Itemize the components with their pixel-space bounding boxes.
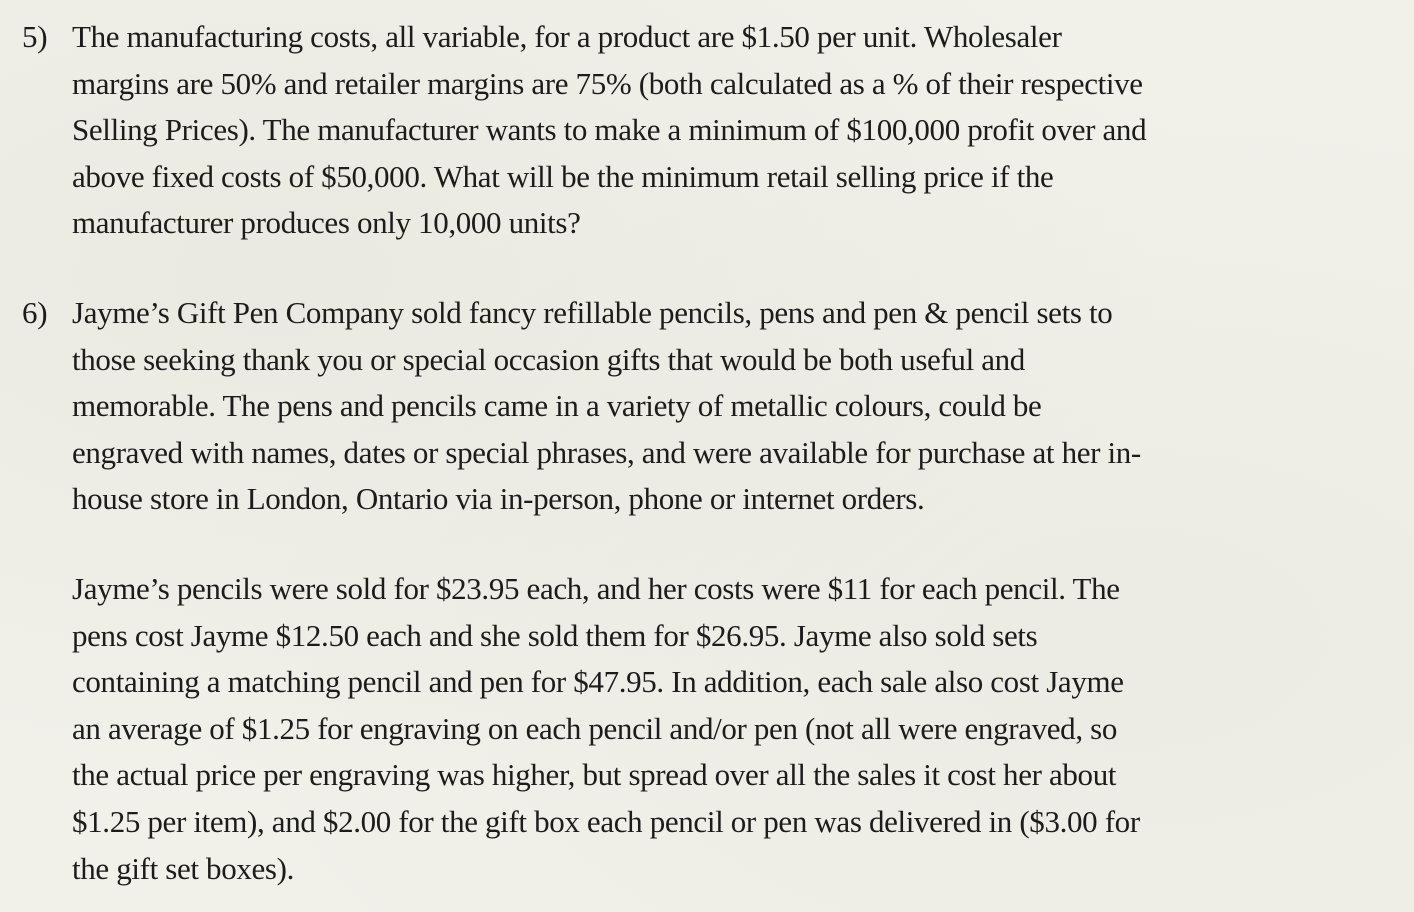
text-line: Selling Prices). The manufacturer wants to make a minimum of $100,000 profit over and <box>72 112 1147 148</box>
question-6 <box>22 290 1322 523</box>
text-line: an average of $1.25 for engraving on each pencil and/or pen (not all were engraved, so <box>72 710 1117 746</box>
question-paragraph-2 <box>72 566 1322 892</box>
text-line: the gift set boxes). <box>72 850 295 886</box>
text-line: margins are 50% and retailer margins are 75% (both calculated as a % of their respective <box>72 65 1143 101</box>
text-line: Jayme’s Gift Pen Company sold fancy refillable pencils, pens and pen & pencil sets to <box>72 295 1113 330</box>
text-line: pens cost Jayme $12.50 each and she sold them for $26.95. Jayme also sold sets <box>72 617 1038 653</box>
text-line: engraved with names, dates or special phrases, and were available for purchase at her in- <box>72 434 1141 470</box>
text-line: $1.25 per item), and $2.00 for the gift box each pencil or pen was delivered in ($3.00 for <box>72 803 1140 839</box>
text-line: The manufacturing costs, all variable, for a product are $1.50 per unit. Wholesaler <box>72 19 1062 54</box>
question-6-continued <box>22 566 1322 892</box>
text-line: above fixed costs of $50,000. What will be the minimum retail selling price if the <box>72 158 1054 194</box>
text-line: house store in London, Ontario via in-person, phone or internet orders. <box>72 481 925 517</box>
text-line: memorable. The pens and pencils came in a variety of metallic colours, could be <box>72 388 1042 424</box>
question-paragraph-1 <box>72 290 1322 523</box>
question-5 <box>22 14 1322 247</box>
question-number: 5) <box>22 19 48 54</box>
question-text <box>72 14 1322 247</box>
text-line: Jayme’s pencils were sold for $23.95 each, and her costs were $11 for each pencil. The <box>72 571 1120 606</box>
text-line: manufacturer produces only 10,000 units? <box>72 205 581 241</box>
text-line: containing a matching pencil and pen for $47.95. In addition, each sale also cost Jayme <box>72 664 1124 700</box>
text-line: those seeking thank you or special occasion gifts that would be both useful and <box>72 341 1025 377</box>
question-number: 6) <box>22 295 48 330</box>
text-line: the actual price per engraving was higher, but spread over all the sales it cost her about <box>72 757 1117 793</box>
